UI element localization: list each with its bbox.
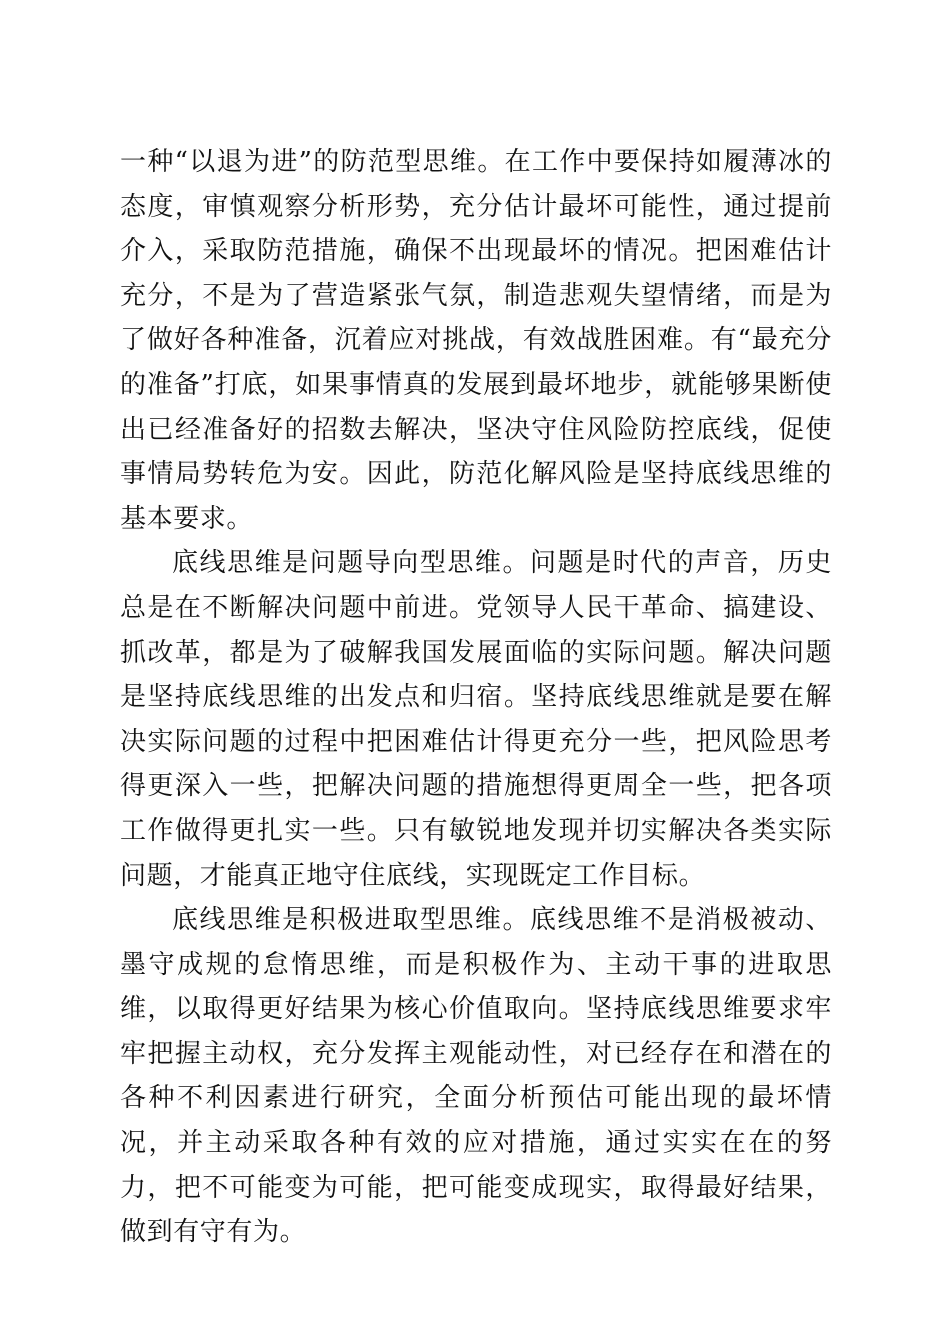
paragraph-continuation: 一种“以退为进”的防范型思维。在工作中要保持如履薄冰的态度，审慎观察分析形势，充分估计最坏可能性，通过提前介入，采取防范措施，确保不出现最坏的情况。把困难估计充分，不是为了营造紧张气氛，制造悲观失望情绪，而是为了做好各种准备，沉着应对挑战，有效战胜困难。有“最充分的准备”打底，如果事情真的发展到最坏地步，就能够果断使出已经准备好的招数去解决，坚决守住风险防控底线，促使事情局势转危为安。因此，防范化解风险是坚持底线思维的基本要求。 <box>120 147 832 534</box>
paragraph-proactive: 底线思维是积极进取型思维。底线思维不是消极被动、墨守成规的怠惰思维，而是积极作为、主动干事的进取思维，以取得更好结果为核心价值取向。坚持底线思维要求牢牢把握主动权，充分发挥主观能动性，对已经存在和潜在的各种不利因素进行研究，全面分析预估可能出现的最坏情况，并主动采取各种有效的应对措施，通过实实在在的努力，把不可能变为可能，把可能变成现实，取得最好结果，做到有守有为。 <box>120 905 832 1248</box>
paragraph-problem-oriented: 底线思维是问题导向型思维。问题是时代的声音，历史总是在不断解决问题中前进。党领导人民干革命、搞建设、抓改革，都是为了破解我国发展面临的实际问题。解决问题是坚持底线思维的出发点和归宿。坚持底线思维就是要在解决实际问题的过程中把困难估计得更充分一些，把风险思考得更深入一些，把解决问题的措施想得更周全一些，把各项工作做得更扎实一些。只有敏锐地发现并切实解决各类实际问题，才能真正地守住底线，实现既定工作目标。 <box>120 548 832 891</box>
document-page <box>120 140 832 1255</box>
